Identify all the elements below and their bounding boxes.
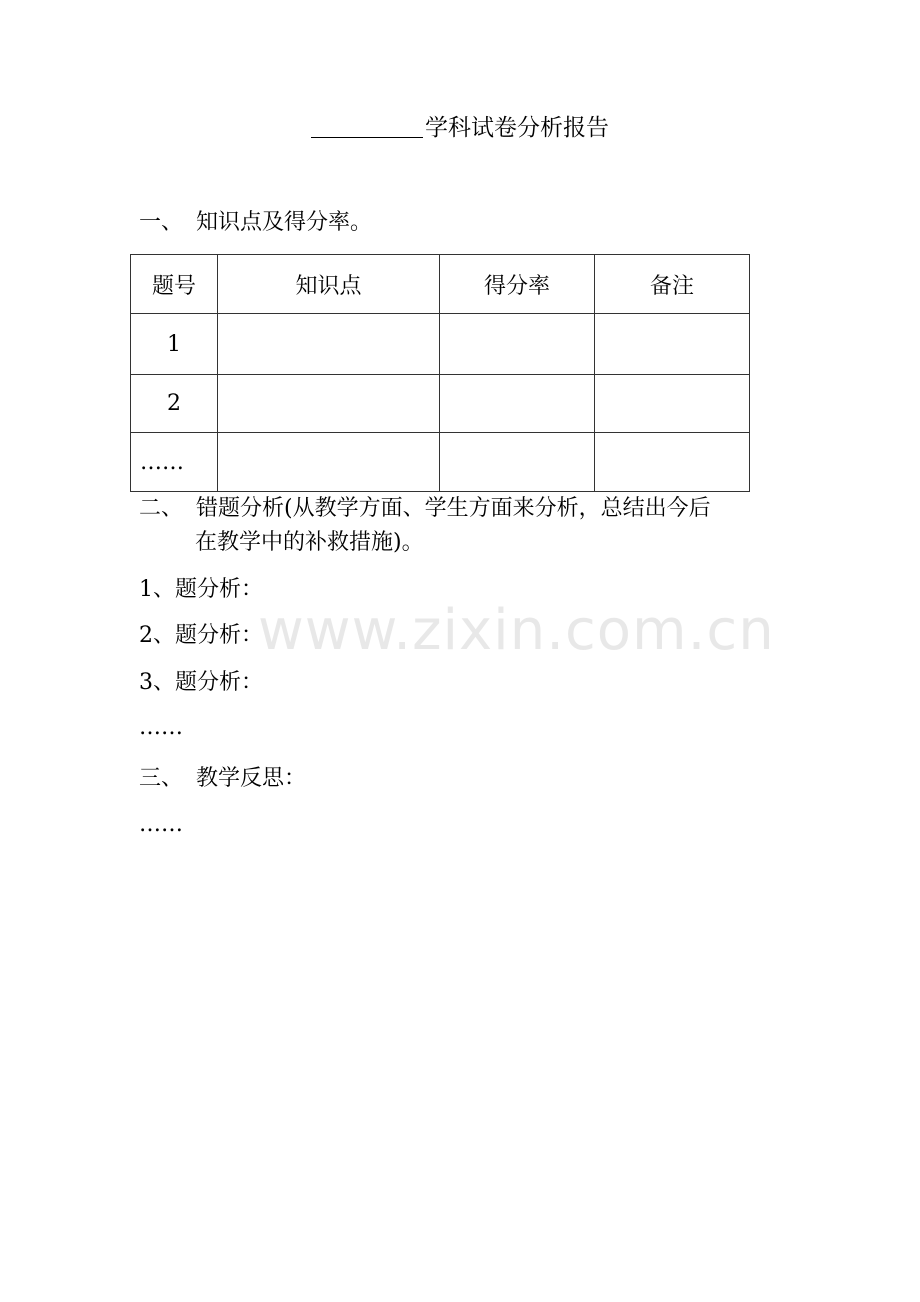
analysis-item-3: 3、题分析：: [139, 670, 263, 695]
section-1-title: 知识点及得分率。: [196, 210, 373, 235]
subject-blank-line: [311, 112, 423, 138]
table-header-row: [131, 255, 750, 314]
header-remarks: 备注: [595, 255, 750, 314]
section-2-title-line-2: 在教学中的补救措施)。: [195, 530, 424, 555]
header-knowledge-point: 知识点: [218, 255, 440, 314]
section-3-ellipsis: ……: [139, 812, 183, 837]
report-title: [0, 112, 920, 144]
table-cell-number: 2: [131, 375, 218, 433]
table-cell-number: 1: [131, 314, 218, 375]
section-2-heading: [139, 494, 711, 524]
table-cell: [218, 433, 440, 492]
section-1-number: 一、: [139, 210, 184, 235]
table-cell: [440, 375, 595, 433]
section-3-title: 教学反思：: [196, 766, 307, 791]
section-2-title-line-1: 错题分析(从教学方面、学生方面来分析，总结出今后: [196, 496, 711, 521]
section-3-heading: [139, 764, 306, 794]
table-cell: [595, 433, 750, 492]
table-row: [131, 433, 750, 492]
header-score-rate: 得分率: [440, 255, 595, 314]
table-row: [131, 314, 750, 375]
table-cell: [218, 314, 440, 375]
report-title-text: 学科试卷分析报告: [425, 115, 609, 141]
table-cell: [595, 314, 750, 375]
header-question-number: 题号: [131, 255, 218, 314]
table-cell-number: ……: [131, 433, 218, 492]
table-cell: [440, 433, 595, 492]
analysis-item-1: 1、题分析：: [139, 577, 263, 602]
section-2-number: 二、: [139, 496, 184, 521]
table-cell: [440, 314, 595, 375]
analysis-item-2: 2、题分析：: [139, 623, 263, 648]
section-1-heading: [139, 208, 372, 238]
knowledge-score-table: [130, 254, 750, 492]
table-cell: [218, 375, 440, 433]
section-3-number: 三、: [139, 766, 184, 791]
table-row: [131, 375, 750, 433]
section-2-ellipsis: ……: [139, 715, 183, 740]
table-cell: [595, 375, 750, 433]
watermark: www.zixin.com.cn: [258, 598, 775, 663]
